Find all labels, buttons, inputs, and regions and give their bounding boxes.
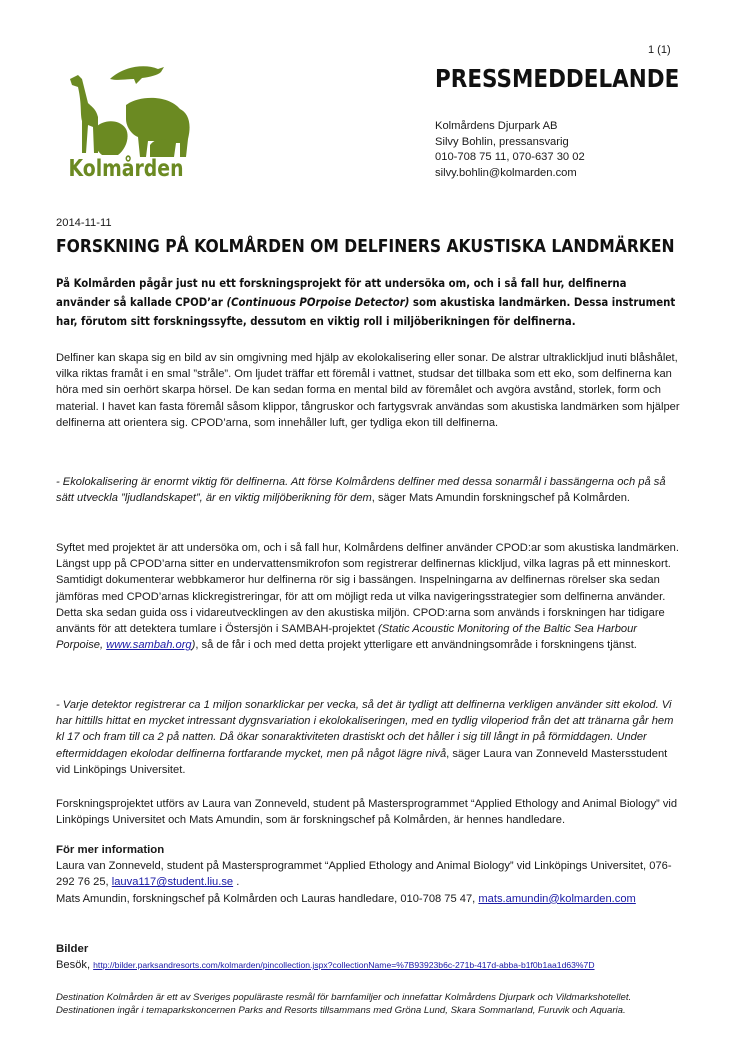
quote-zonneveld bbox=[56, 697, 681, 778]
more-info-section bbox=[56, 842, 681, 907]
contact-phone: 010-708 75 11, 070-637 30 02 bbox=[435, 151, 585, 163]
paragraph-text: Forskningsprojektet utförs av Laura van Zonneveld, student på Mastersprogrammet “Applied Ethology and Animal Biology” vid Linköpings Universitet och Mats Amundin, som är forskningschef på Kolmården, är hennes handledare. bbox=[56, 798, 678, 827]
quote-text: - Varje detektor registrerar ca 1 miljon sonarklickar per vecka, så det är tydligt att delfinerna verkligen använder sitt ekolod. Vi har hittills hittat en mycket intressant dygnsvariation i ekolokaliseringen, med en tydlig viloperiod från det att tränarna går hem kl 17 och fram till ca 2 på natten. Då ökar sonaraktiviteten drastiskt och det håller i sig till långt in på förmiddagen. Under eftermiddagen ekolodar delfinerna fortfarande mycket, men på något lägre nivå bbox=[56, 699, 674, 760]
press-release-title: PRESSMEDDELANDE bbox=[435, 64, 680, 93]
lion-icon bbox=[94, 121, 128, 155]
images-section bbox=[56, 941, 681, 973]
lead-italic: (Continuous POrpoise Detector) bbox=[226, 296, 410, 309]
sambah-italic: (Static Acoustic Monitoring of the Baltic Sea Harbour Porpoise, bbox=[56, 623, 638, 652]
giraffe-icon bbox=[70, 75, 98, 153]
sambah-link[interactable]: www.sambah.org bbox=[106, 639, 192, 652]
contact-block bbox=[435, 119, 585, 181]
footer-boilerplate: Destination Kolmården är ett av Sveriges populäraste resmål för barnfamiljer och innefattar Kolmårdens Djurpark och Vildmarkshotellet. Destinationen ingår i temaparkskoncernen Parks and Resorts tillsammans med Gröna Lund, Skara Sommarland, Furuvik och Aquaria. bbox=[56, 992, 632, 1016]
paragraph-text: Delfiner kan skapa sig en bild av sin omgivning med hjälp av ekolokalisering eller sonar. De alstrar ultraklickljud inuti blåshålet, vilka riktas framåt i en smal ”stråle”. Om ljudet träffar ett föremål i vattnet, studsar det tillbaka som ett eko, som delfinerna kan höra med sin oerhört skarpa hörsel. De kan sedan forma en mental bild av föremålet och avgöra avstånd, storlek, form och material. I havet kan fasta föremål såsom klippor, tångruskor och fartygsvrak användas som akustiska landmärken som hjälper delfinerna att orientera sig. CPOD’arna, som innehåller luft, ger tydliga ekon till delfinerna. bbox=[56, 352, 680, 429]
contact-company: Kolmårdens Djurpark AB bbox=[435, 120, 558, 132]
page-number: 1 (1) bbox=[648, 44, 671, 56]
contact-email: silvy.bohlin@kolmarden.com bbox=[435, 166, 577, 179]
images-heading: Bilder bbox=[56, 943, 89, 955]
kolmarden-logo bbox=[52, 57, 200, 185]
lead-text-2: som akustiska landmärken. Dessa instrument har, förutom sitt forskningssyfte, dessutom en viktig roll i miljöberikningen för delfinerna. bbox=[56, 296, 676, 328]
paragraph-ekolokalisering bbox=[56, 350, 681, 431]
images-prefix: Besök, bbox=[56, 959, 94, 972]
images-link[interactable]: http://bilder.parksandresorts.com/kolmarden/pincollection.jspx?collectionName=%7B93923b6c-271b-417d-abba-b1f0b1aa1d63%7D bbox=[93, 960, 595, 971]
lead-text-1: På Kolmården pågår just nu ett forskningsprojekt för att undersöka om, och i så fall hur, delfinerna använder så kallade CPOD’ar bbox=[56, 277, 627, 309]
paragraph-text-end: , så de får i och med detta projekt ytterligare ett användningsområde i forskningens tjänst. bbox=[195, 639, 637, 652]
email-link-mats[interactable]: mats.amundin@kolmarden.com bbox=[478, 892, 636, 905]
more-info-punct: . bbox=[233, 876, 240, 889]
sambah-italic-close: ) bbox=[191, 639, 196, 652]
email-link-laura[interactable]: lauva117@student.liu.se bbox=[111, 876, 234, 889]
more-info-mats: Mats Amundin, forskningschef på Kolmården och Lauras handledare, 010-708 75 47, bbox=[56, 892, 479, 905]
lead-paragraph bbox=[56, 274, 677, 331]
logo-wordmark: Kolmården bbox=[68, 154, 184, 182]
dolphin-icon bbox=[110, 66, 164, 84]
paragraph-syfte bbox=[56, 540, 681, 653]
quote-text: - Ekolokalisering är enormt viktig för delfinerna. Att förse Kolmårdens delfiner med dessa sonarmål i bassängerna och på så sätt utveckla ”ljudlandskapet”, är en viktig miljöberikning för dem bbox=[56, 476, 666, 505]
contact-person: Silvy Bohlin, pressansvarig bbox=[435, 135, 569, 148]
headline: FORSKNING PÅ KOLMÅRDEN OM DELFINERS AKUSTISKA LANDMÄRKEN bbox=[56, 236, 675, 257]
quote-attribution: , säger Laura van Zonneveld Mastersstudent vid Linköpings Universitet. bbox=[56, 747, 668, 776]
quote-attribution: , säger Mats Amundin forskningschef på Kolmården. bbox=[371, 492, 631, 505]
release-date: 2014-11-11 bbox=[56, 217, 112, 229]
more-info-laura: Laura van Zonneveld, student på Mastersprogrammet “Applied Ethology and Animal Biology” vid Linköpings Universitet, 076-292 76 25, bbox=[56, 860, 672, 889]
more-info-heading: För mer information bbox=[56, 844, 165, 856]
paragraph-projekt bbox=[56, 796, 681, 828]
paragraph-text: Syftet med projektet är att undersöka om, och i så fall hur, Kolmårdens delfiner använder CPOD:ar som akustiska landmärken. Längst upp på CPOD’arna sitter en undervattensmikrofon som registrerar delfinernas klickljud, vilka lagras på ett minneskort. Samtidigt dokumenterar webbkameror hur delfinerna rör sig i bassängen. Inspelningarna av delfinernas rörelser ska sedan jämföras med CPOD’arnas klickregistreringar, för att om möjligt reda ut vilka navigeringsstrategier som delfinerna använder. Detta ska sedan guida oss i vidareutvecklingen av den akustiska miljön. CPOD:arna som används i forskningen har tidigare använts för att detektera tumlare i Östersjön i SAMBAH-projektet bbox=[56, 542, 679, 636]
quote-amundin bbox=[56, 474, 681, 506]
